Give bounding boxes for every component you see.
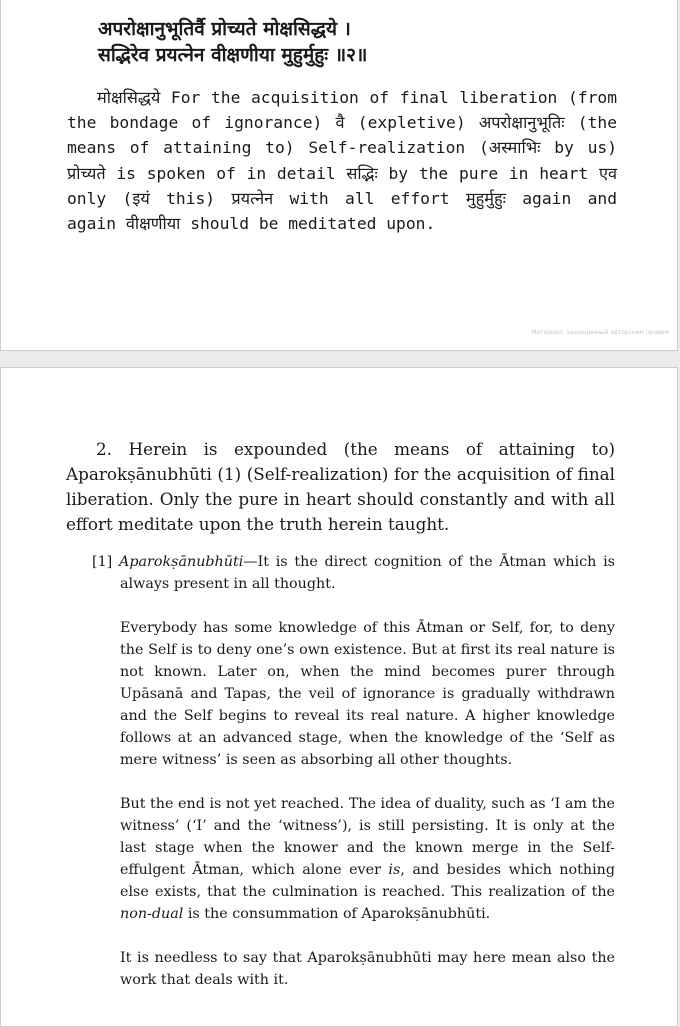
footnote-paragraph-3 bbox=[92, 793, 615, 925]
verse-translation: 2. Herein is expounded (the means of attaining to) Aparokṣānubhūti (1) (Self-realization) for the acquisition of final liberation. Only the pure in heart should constantly and with all effort meditate upon the truth herein taught. bbox=[66, 439, 615, 534]
word-by-word-gloss: मोक्षसिद्धये For the acquisition of final liberation (from the bondage of ignorance) वै (expletive) अपरोक्षानुभूतिः (the means of attaining to) Self-realization (अस्माभिः by us) प्रोच्यते is spoken of in detail सद्भिः by the pure in heart एव only (इयं this) प्रयत्नेन with all effort मुहुर्मुहुः again and again वीक्षणीया should be meditated upon. bbox=[67, 88, 617, 234]
footnote-3-part-1: But the end is not yet reached. The idea of duality, such as ‘I am the witness’ (‘I’ and the ‘witness’), is still persisting. It is only at the last stage when the knower and the known merge in the Self-effulgent Ātman, which alone ever bbox=[120, 796, 615, 878]
footnote-1 bbox=[92, 551, 615, 595]
footnotes bbox=[92, 551, 615, 1013]
footnote-1-text: —It is the direct cognition of the Ātman which is always present in all thought. bbox=[120, 554, 615, 592]
footnote-paragraph-4: It is needless to say that Aparokṣānubhūti may here mean also the work that deals with it. bbox=[120, 950, 615, 988]
footnote-3-part-2: , and besides which nothing else exists, that the culmination is reached. This realization of the bbox=[120, 862, 616, 900]
footnote-term: Aparokṣānubhūti bbox=[119, 554, 244, 570]
footnote-3-emphasis-non-dual: non-dual bbox=[120, 906, 184, 922]
verse-line-2: सद्भिरेव प्रयत्नेन वीक्षणीया मुहुर्मुहुः ॥२॥ bbox=[98, 44, 368, 66]
footnote-marker: [1] bbox=[92, 554, 113, 570]
footnote-3-part-3: is the consummation of Aparokṣānubhūti. bbox=[183, 906, 491, 922]
footnote-3-emphasis-is: is bbox=[388, 862, 401, 878]
footnote-paragraph-2: Everybody has some knowledge of this Ātman or Self, for, to deny the Self is to deny one’s own existence. But at first its real nature is not known. Later on, when the mind becomes purer through Upāsanā and Tapas, the veil of ignorance is gradually withdrawn and the Self begins to reveal its real nature. A higher knowledge follows at an advanced stage, when the knowledge of the ‘Self as mere witness’ is seen as absorbing all other thoughts. bbox=[120, 620, 615, 768]
sanskrit-verse bbox=[98, 16, 367, 68]
verse-line-1: अपरोक्षानुभूतिर्वै प्रोच्यते मोक्षसिद्धये । bbox=[98, 18, 351, 40]
copyright-watermark: Материал, защищенный авторским правом bbox=[531, 329, 669, 336]
page-one bbox=[0, 0, 678, 351]
